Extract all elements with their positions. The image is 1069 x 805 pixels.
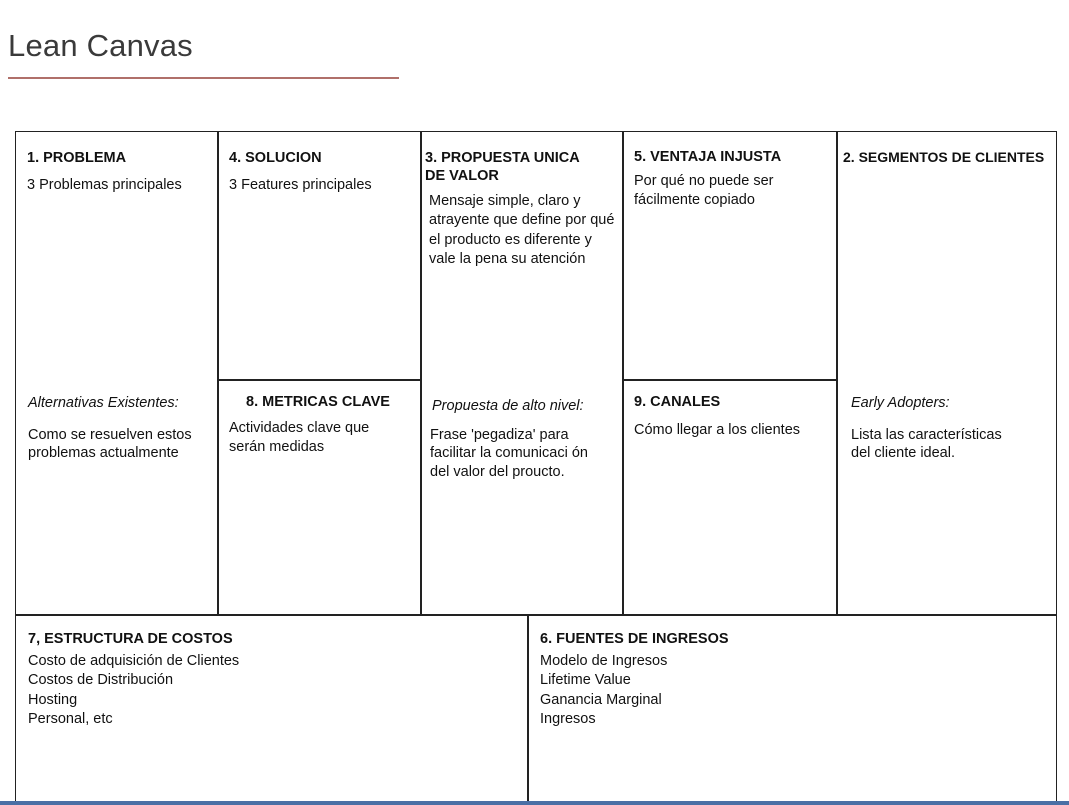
alternativas-heading: Alternativas Existentes: xyxy=(28,395,179,411)
costos-heading: 7, ESTRUCTURA DE COSTOS xyxy=(28,631,233,647)
page-title: Lean Canvas xyxy=(8,28,193,63)
alternativas-text-1: Como se resuelven estos xyxy=(28,427,192,443)
problema-heading: 1. PROBLEMA xyxy=(27,150,127,166)
propuesta-alto-nivel-heading: Propuesta de alto nivel: xyxy=(432,398,584,414)
propuesta-text-4: vale la pena su atención xyxy=(429,251,586,267)
ingresos-item: Ganancia Marginal xyxy=(540,692,662,708)
ingresos-item: Ingresos xyxy=(540,711,596,727)
divider-v2 xyxy=(420,131,422,615)
ventaja-text-1: Por qué no puede ser xyxy=(634,173,774,189)
title-underline xyxy=(8,77,399,79)
propuesta-text-3: el producto es diferente y xyxy=(429,232,592,248)
propuesta-heading-2: DE VALOR xyxy=(425,168,499,184)
canales-text: Cómo llegar a los clientes xyxy=(634,422,801,438)
divider-h-bottom xyxy=(15,614,1057,616)
problema-text: 3 Problemas principales xyxy=(27,177,182,193)
metricas-text-2: serán medidas xyxy=(229,439,325,455)
propuesta-text-1: Mensaje simple, claro y xyxy=(429,193,581,209)
solucion-text: 3 Features principales xyxy=(229,177,372,193)
costos-item: Hosting xyxy=(28,692,78,708)
ventaja-text-2: fácilmente copiado xyxy=(634,192,755,208)
ingresos-item: Lifetime Value xyxy=(540,672,631,688)
early-adopters-heading: Early Adopters: xyxy=(851,395,950,411)
segmentos-heading: 2. SEGMENTOS DE CLIENTES xyxy=(843,149,1045,165)
canales-heading: 9. CANALES xyxy=(634,394,721,410)
solucion-heading: 4. SOLUCION xyxy=(229,150,322,166)
propuesta-alto-3: del valor del proucto. xyxy=(430,464,565,480)
metricas-text-1: Actividades clave que xyxy=(229,420,370,436)
metricas-heading: 8. METRICAS CLAVE xyxy=(246,394,390,410)
propuesta-heading-1: 3. PROPUESTA UNICA xyxy=(425,150,580,166)
divider-v3 xyxy=(622,131,624,615)
divider-v-bottom xyxy=(527,614,529,803)
segmentos-text-1: Lista las características xyxy=(851,427,1002,443)
costos-item: Personal, etc xyxy=(28,711,113,727)
costos-item: Costos de Distribución xyxy=(28,672,174,688)
propuesta-alto-2: facilitar la comunicaci ón xyxy=(430,445,588,461)
propuesta-alto-1: Frase 'pegadiza' para xyxy=(430,427,569,443)
segmentos-text-2: del cliente ideal. xyxy=(851,445,955,461)
ingresos-item: Modelo de Ingresos xyxy=(540,653,668,669)
alternativas-text-2: problemas actualmente xyxy=(28,445,179,461)
costos-item: Costo de adquisición de Clientes xyxy=(28,653,240,669)
divider-h-solucion xyxy=(217,379,421,381)
divider-h-ventaja xyxy=(622,379,837,381)
ingresos-heading: 6. FUENTES DE INGRESOS xyxy=(540,631,729,647)
divider-v4 xyxy=(836,131,838,615)
bottom-border-bar xyxy=(0,801,1069,805)
propuesta-text-2: atrayente que define por qué xyxy=(429,212,615,228)
divider-v1 xyxy=(217,131,219,615)
ventaja-heading: 5. VENTAJA INJUSTA xyxy=(634,149,782,165)
